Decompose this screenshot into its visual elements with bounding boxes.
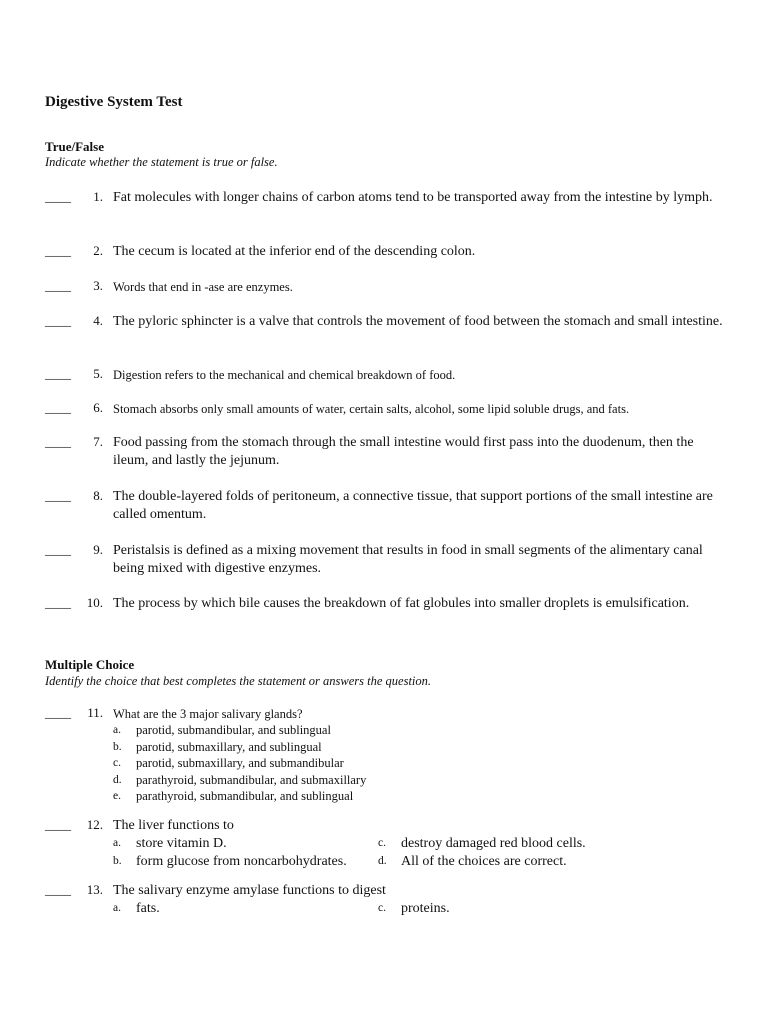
choice-text: proteins. [401, 901, 450, 916]
question-number: 11. [87, 705, 103, 720]
choice-text: All of the choices are correct. [401, 854, 567, 869]
multiple-choice-heading: Multiple Choice [45, 657, 135, 672]
answer-blank[interactable]: ____ [45, 542, 71, 557]
true-false-heading: True/False [45, 139, 104, 154]
answer-blank[interactable]: ____ [45, 243, 71, 258]
question-number: 1. [93, 189, 103, 204]
choice-text: parotid, submaxillary, and sublingual [136, 739, 322, 754]
choice-text: parotid, submaxillary, and submandibular [136, 756, 344, 770]
answer-blank[interactable]: ____ [45, 434, 71, 449]
answer-blank[interactable]: ____ [45, 189, 71, 204]
choice-letter: d. [113, 773, 122, 786]
choice-letter: d. [378, 855, 387, 867]
true-false-instruction: Indicate whether the statement is true or false. [45, 155, 278, 169]
choice-text: destroy damaged red blood cells. [401, 836, 586, 851]
choice-text: form glucose from noncarbohydrates. [136, 854, 347, 869]
answer-blank[interactable]: ____ [45, 366, 71, 381]
question-text: What are the 3 major salivary glands? [113, 707, 303, 721]
question-number: 8. [93, 488, 103, 503]
question-number: 5. [93, 366, 103, 381]
question-number: 13. [86, 882, 103, 897]
question-number: 2. [93, 243, 103, 258]
choice-letter: c. [113, 757, 121, 769]
question-text: Food passing from the stomach through the small intestine would first pass into the duodenum, then the ileum, and lastly the jejunum. [113, 435, 694, 468]
question-text: Stomach absorbs only small amounts of water, certain salts, alcohol, some lipid soluble drugs, and fats. [113, 402, 630, 416]
question-text: Words that end in -ase are enzymes. [113, 280, 293, 294]
choice-letter: a. [113, 837, 121, 849]
page-title: Digestive System Test [45, 94, 183, 110]
choice-text: store vitamin D. [136, 836, 227, 851]
question-number: 10. [86, 595, 103, 610]
question-text: Peristalsis is defined as a mixing movement that results in food in small segments of the alimentary canal being mixed with digestive enzymes. [113, 543, 703, 576]
answer-blank[interactable]: ____ [45, 278, 71, 293]
question-number: 12. [86, 817, 103, 832]
question-number: 6. [93, 400, 103, 415]
choice-letter: e. [113, 790, 121, 802]
question-number: 9. [93, 542, 103, 557]
question-text: The pyloric sphincter is a valve that controls the movement of food between the stomach and small intestine. [113, 314, 723, 329]
question-text: Fat molecules with longer chains of carbon atoms tend to be transported away from the intestine by lymph. [113, 190, 713, 205]
question-text: The salivary enzyme amylase functions to digest [113, 883, 386, 898]
answer-blank[interactable]: ____ [45, 595, 71, 610]
choice-letter: c. [378, 837, 386, 849]
answer-blank[interactable]: ____ [45, 400, 71, 415]
answer-blank[interactable]: ____ [45, 817, 71, 832]
answer-blank[interactable]: ____ [45, 313, 71, 328]
choice-text: parathyroid, submandibular, and submaxillary [136, 772, 367, 787]
question-text: The double-layered folds of peritoneum, a connective tissue, that support portions of the small intestine are called omentum. [113, 489, 713, 522]
question-number: 3. [93, 278, 103, 293]
choice-letter: c. [378, 902, 386, 914]
question-number: 4. [93, 313, 103, 328]
question-text: The cecum is located at the inferior end of the descending colon. [113, 244, 476, 259]
choice-text: fats. [136, 901, 160, 916]
choice-letter: a. [113, 902, 121, 914]
choice-text: parotid, submandibular, and sublingual [136, 723, 331, 737]
choice-letter: a. [113, 724, 121, 736]
answer-blank[interactable]: ____ [45, 882, 71, 897]
multiple-choice-instruction: Identify the choice that best completes the statement or answers the question. [45, 674, 432, 688]
choice-letter: b. [113, 740, 122, 753]
question-text: Digestion refers to the mechanical and chemical breakdown of food. [113, 368, 456, 382]
answer-blank[interactable]: ____ [45, 488, 71, 503]
question-number: 7. [93, 434, 103, 449]
choice-letter: b. [113, 855, 122, 867]
choice-text: parathyroid, submandibular, and sublingual [136, 789, 354, 803]
question-text: The process by which bile causes the breakdown of fat globules into smaller droplets is emulsification. [113, 596, 690, 611]
question-text: The liver functions to [113, 818, 234, 833]
answer-blank[interactable]: ____ [45, 705, 71, 720]
